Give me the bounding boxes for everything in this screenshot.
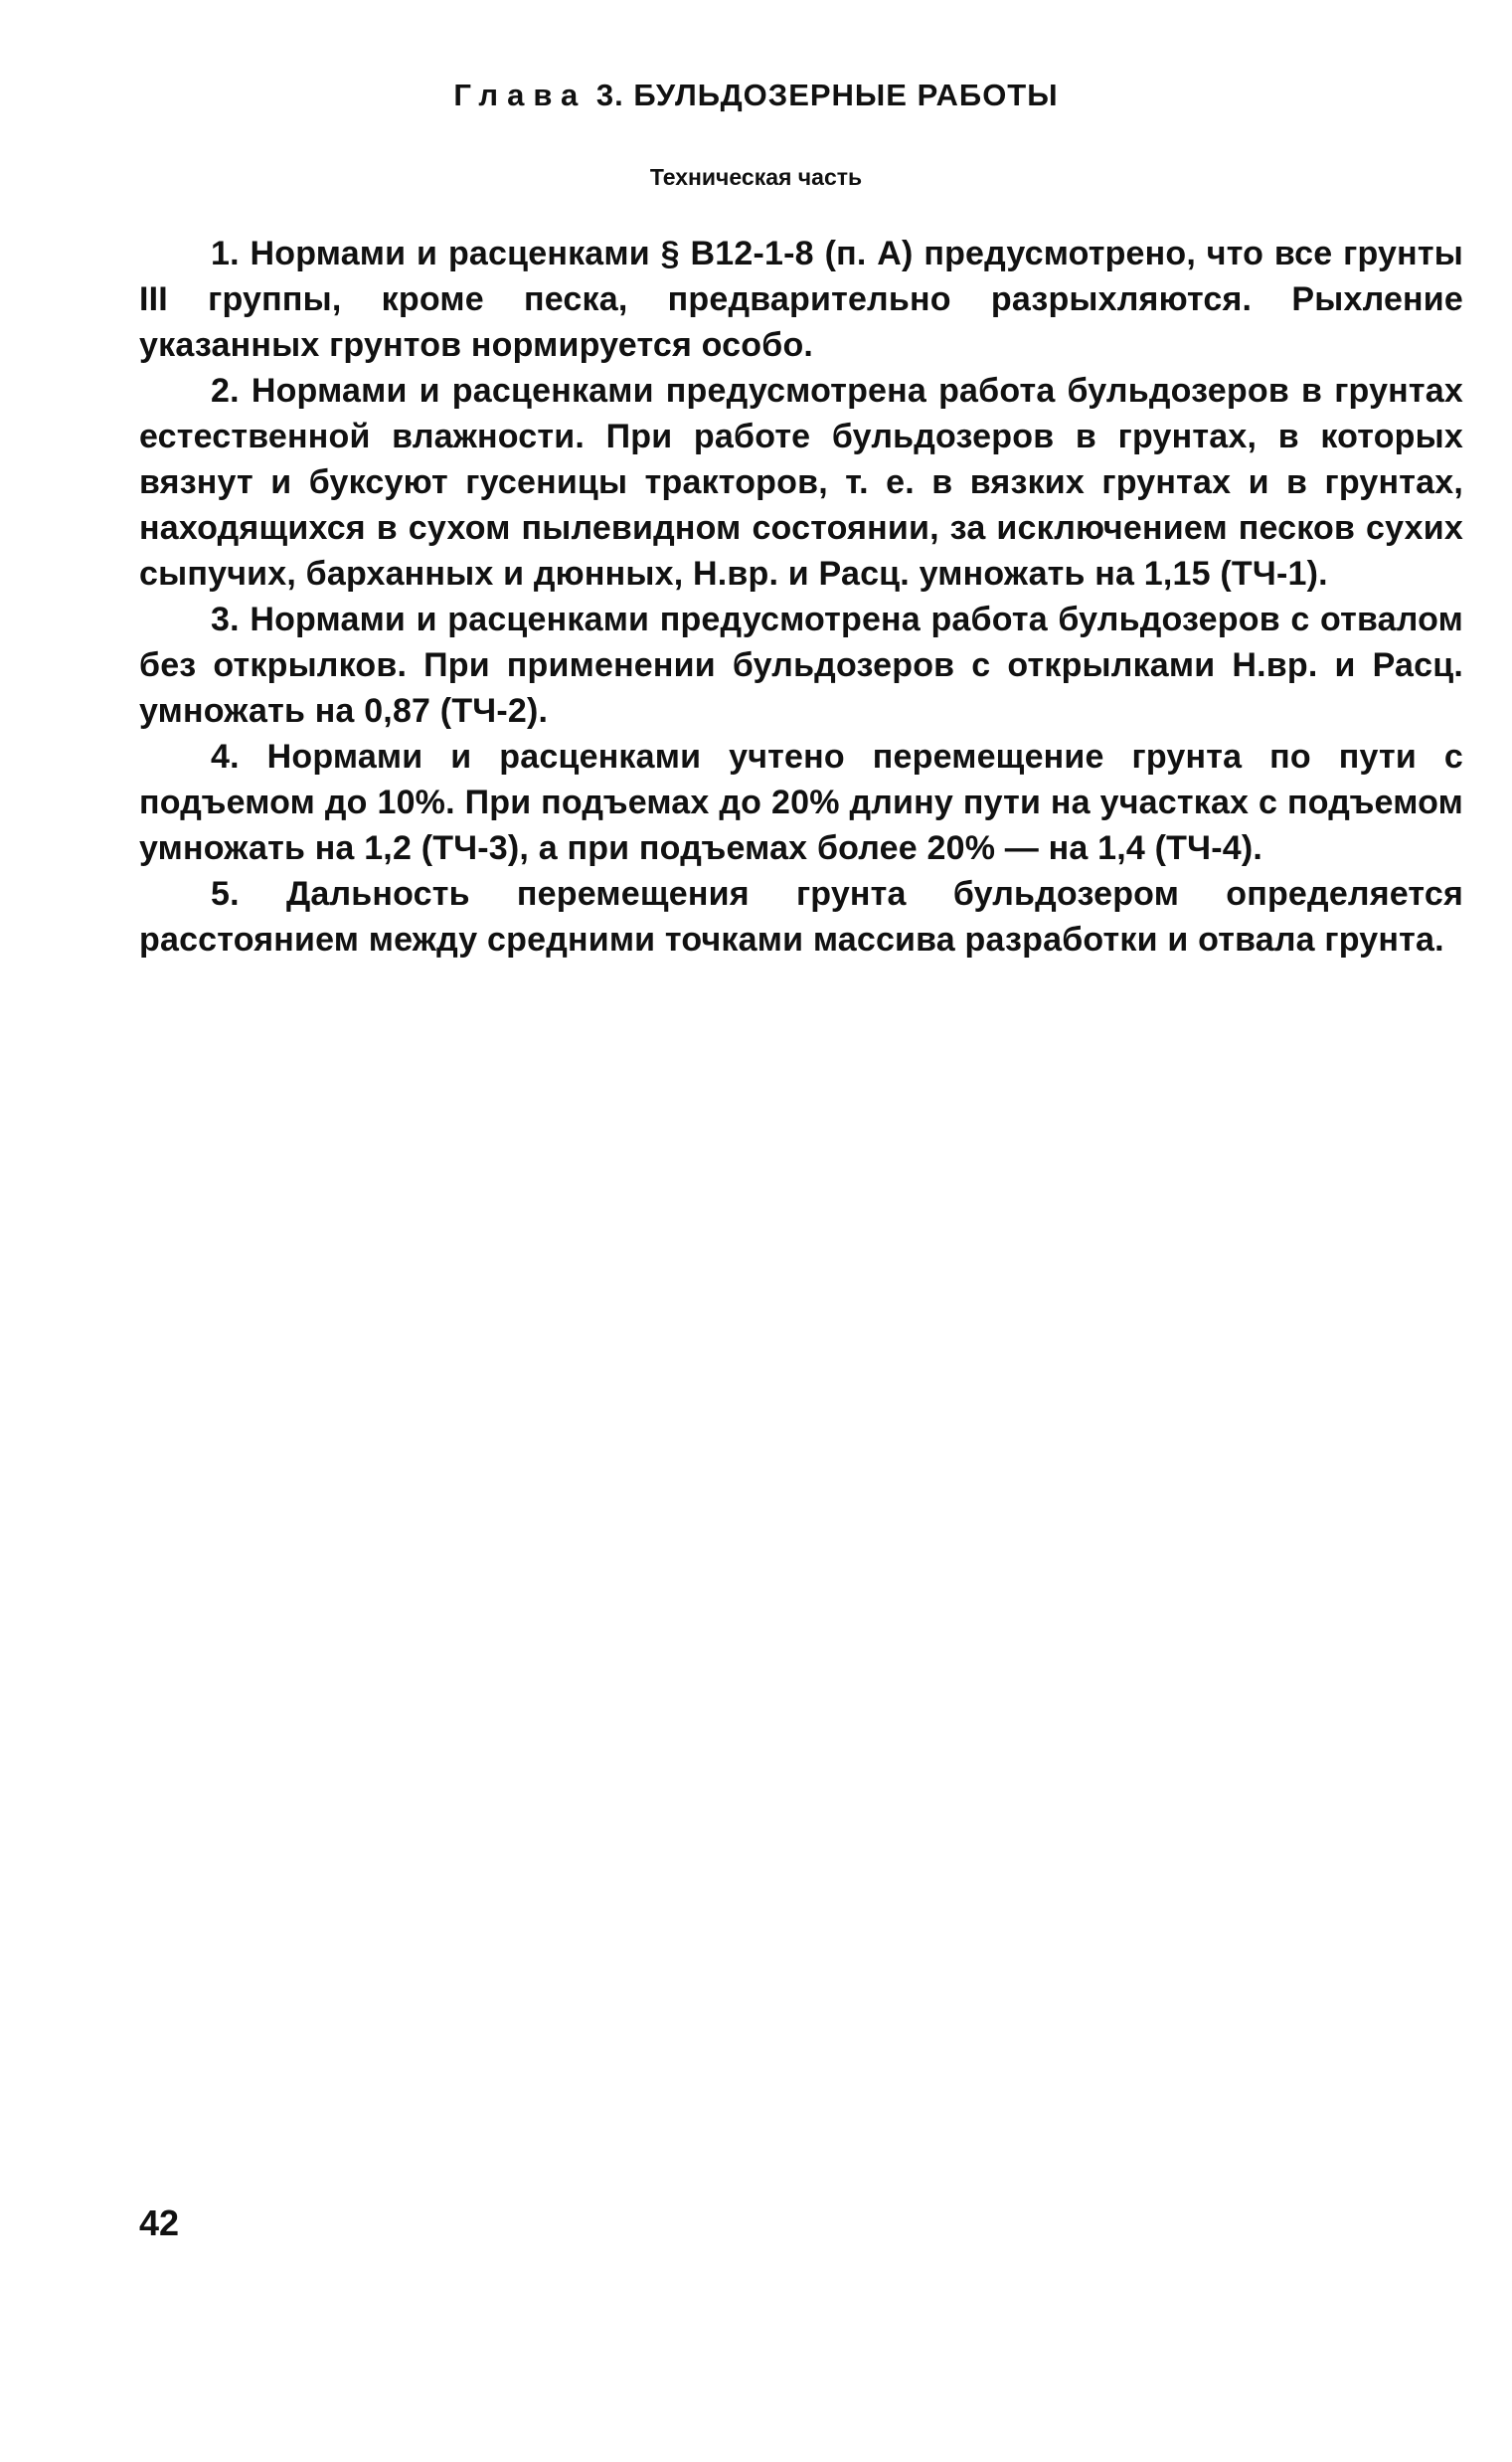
section-title: Техническая часть [649,164,863,190]
chapter-name: 3. БУЛЬДОЗЕРНЫЕ РАБОТЫ [595,78,1059,112]
paragraph-1: 1. Нормами и расценками § В12-1-8 (п. А) предусмотрено, что все грунты III группы, кроме песка, предварительно разрыхляются. Рыхление указанных грунтов нормируется особо. [139,235,1463,364]
chapter-title [0,78,1512,113]
paragraph-2: 2. Нормами и расценками предусмотрена работа бульдозеров в грунтах естественной влажности. При работе бульдозеров в грунтах, в которых вязнут и буксуют гусеницы тракторов, т. е. в вязких грунтах и в грунтах, находящихся в сухом пылевидном состоянии, за исключением песков сухих сыпучих, барханных и дюнных, Н.вр. и Расц. умножать на 1,15 (ТЧ-1). [139,372,1463,593]
paragraph-4: 4. Нормами и расценками учтено перемещение грунта по пути с подъемом до 10%. При подъемах до 20% длину пути на участках с подъемом умножать на 1,2 (ТЧ-3), а при подъемах более 20% — на 1,4 (ТЧ-4). [139,738,1463,867]
paragraph-3: 3. Нормами и расценками предусмотрена работа бульдозеров с отвалом без открылков. При применении бульдозеров с открылками Н.вр. и Расц. умножать на 0,87 (ТЧ-2). [139,601,1463,730]
body-text [139,231,1463,963]
page-number: 42 [139,2202,180,2243]
paragraph-5: 5. Дальность перемещения грунта бульдозером определяется расстоянием между средними точками массива разработки и отвала грунта. [139,875,1463,959]
chapter-label: Глава [453,78,588,112]
